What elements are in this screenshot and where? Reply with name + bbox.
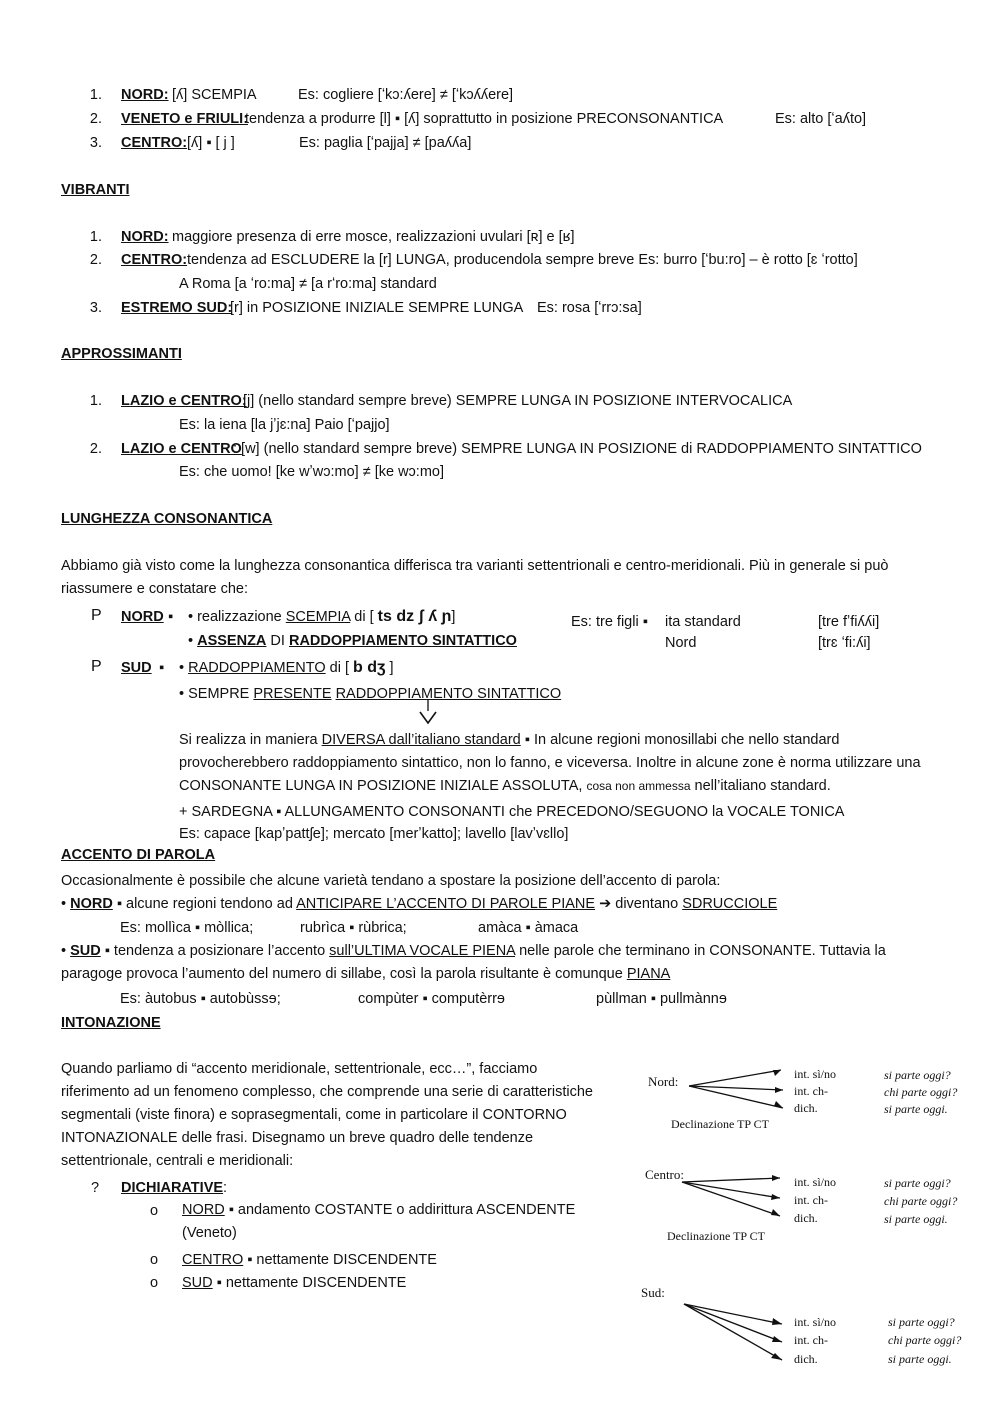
item-text: [j] (nello standard sempre breve) SEMPRE LUNGA IN POSIZIONE INTERVOCALICA bbox=[243, 393, 793, 409]
bullet-p: P bbox=[91, 607, 102, 624]
region-label: CENTRO: bbox=[121, 252, 188, 268]
sud-line-1: • RADDOPPIAMENTO di [ b dʒ ] bbox=[179, 659, 394, 676]
list-number: 2. bbox=[89, 252, 102, 268]
example-sentence: si parte oggi. bbox=[888, 1352, 952, 1366]
sardegna-example: Es: capace [kapʼpattʃe]; mercato [merʼkatto]; lavello [lavʼvɛllo] bbox=[179, 826, 569, 842]
sud-paragraph: Si realizza in maniera DIVERSA dall’italiano standard ▪ In alcune regioni monosillabi che nello standard provocherebbero raddoppiamento sintattico, non lo fanno, e viceversa. Inoltre in alcune zone è norma utilizzare una CONSONANTE LUNGA IN POSIZIONE INIZIALE ASSOLUTA, cosa non ammessa nell’italiano standard. bbox=[179, 732, 921, 794]
example-text: Es: rosa [ʻrrɔ:sa] bbox=[537, 300, 642, 316]
accento-nord-line: • NORD ▪ alcune regioni tendono ad ANTICIPARE L’ACCENTO DI PAROLE PIANE ➔ diventano SDRUCCIOLE bbox=[61, 896, 778, 912]
example-text: Es: che uomo! [ke wʼwɔ:mo] ≠ [ke wɔ:mo] bbox=[179, 464, 445, 480]
list-number: 3. bbox=[89, 300, 102, 316]
accento-sud-example-2: compùter ▪ computèrrɘ bbox=[358, 991, 505, 1007]
contour-label: dich. bbox=[794, 1101, 818, 1115]
section-heading-vibranti: VIBRANTI bbox=[61, 182, 130, 198]
example-text: Es: paglia [ʻpajja] ≠ [paʎʎa] bbox=[299, 135, 472, 151]
accento-sud-paragraph: • SUD ▪ tendenza a posizionare l’accento sull’ULTIMA VOCALE PIENA nelle parole che terminano in CONSONANTE. Tuttavia la paragoge provoca l’aumento del numero di sillabe, così la parola risultante è comunque PIANA bbox=[61, 943, 886, 982]
example-sentence: si parte oggi? bbox=[888, 1315, 955, 1329]
example-text: Es: alto [ʻaʎto] bbox=[775, 111, 867, 127]
contour-label: int. ch- bbox=[794, 1084, 828, 1098]
region-label-nord: NORD bbox=[121, 609, 164, 625]
contour-label: int. sì/no bbox=[794, 1175, 837, 1189]
accento-nord-example-1: Es: mollìca ▪ mòllica; bbox=[120, 920, 254, 936]
item-text: [r] in POSIZIONE INIZIALE SEMPRE LUNGA bbox=[230, 300, 524, 316]
example-sentence: si parte oggi? bbox=[884, 1176, 951, 1190]
example-sentence: si parte oggi. bbox=[884, 1212, 948, 1226]
example-sentence: si parte oggi. bbox=[884, 1102, 948, 1116]
region-label: VENETO e FRIULI: bbox=[121, 111, 249, 127]
panel-caption: Declinazione TP CT bbox=[671, 1117, 769, 1131]
list-number: 1. bbox=[89, 229, 102, 245]
panel-label: Nord: bbox=[648, 1074, 679, 1089]
arrow-symbol: ▪ bbox=[159, 660, 165, 676]
item-text: [ʎ] SCEMPIA bbox=[172, 87, 257, 103]
dich-sud: SUD ▪ nettamente DISCENDENTE bbox=[182, 1275, 407, 1291]
contour-label: int. ch- bbox=[794, 1333, 828, 1347]
example-sentence: chi parte oggi? bbox=[884, 1085, 958, 1099]
lunghezza-intro: Abbiamo già visto come la lunghezza consonantica differisca tra varianti settentrionali e centro-meridionali. Più in generale si può riassumere e constatare che: bbox=[61, 558, 889, 597]
item-text: : [w] (nello standard sempre breve) SEMPRE LUNGA IN POSIZIONE di RADDOPPIAMENTO SINTATTICO bbox=[233, 441, 922, 457]
item-text: [ʎ] ▪ [ j ] bbox=[187, 135, 235, 151]
list-number: 1. bbox=[89, 87, 102, 103]
list-number: 2. bbox=[89, 441, 102, 457]
dichiarative-heading: DICHIARATIVE: bbox=[121, 1180, 228, 1196]
contour-label: int. ch- bbox=[794, 1193, 828, 1207]
example-label: Es: tre figli ▪ bbox=[571, 614, 648, 630]
example-nord: Nord bbox=[665, 635, 697, 651]
list-number: 3. bbox=[89, 135, 102, 151]
panel-caption: Declinazione TP CT bbox=[667, 1229, 765, 1243]
contour-lines-sud bbox=[680, 1298, 795, 1366]
bullet-p: P bbox=[91, 658, 102, 675]
down-arrow-icon bbox=[418, 699, 438, 727]
sub-bullet: o bbox=[150, 1275, 159, 1291]
example-text: Es: cogliere [ʻkɔ:ʎere] ≠ [ʻkɔʎʎere] bbox=[298, 87, 514, 103]
contour-label: dich. bbox=[794, 1211, 818, 1225]
contour-lines-nord bbox=[685, 1066, 795, 1116]
region-label: ESTREMO SUD: bbox=[121, 300, 233, 316]
dich-nord: NORD ▪ andamento COSTANTE o addirittura ASCENDENTE (Veneto) bbox=[182, 1202, 576, 1241]
bullet-question: ? bbox=[91, 1180, 100, 1196]
contour-label: int. sì/no bbox=[794, 1067, 837, 1081]
example-sentence: si parte oggi? bbox=[884, 1068, 951, 1082]
sub-bullet: o bbox=[150, 1252, 159, 1268]
contour-lines-centro bbox=[680, 1172, 795, 1224]
region-label: LAZIO e CENTRO bbox=[121, 441, 242, 457]
section-heading-intonazione: INTONAZIONE bbox=[61, 1015, 161, 1031]
sud-line-2: • SEMPRE PRESENTE RADDOPPIAMENTO SINTATTICO bbox=[179, 686, 562, 702]
item-text-cont: A Roma [a ʻro:ma] ≠ [a rʻro:ma] standard bbox=[179, 276, 437, 292]
accento-sud-example-3: pùllman ▪ pullmànnɘ bbox=[596, 991, 727, 1007]
arrow-symbol: ▪ bbox=[168, 609, 174, 625]
item-text: maggiore presenza di erre mosce, realizzazioni uvulari [ʀ] e [ʁ] bbox=[172, 229, 575, 245]
region-label: NORD: bbox=[121, 87, 169, 103]
example-sentence: chi parte oggi? bbox=[888, 1333, 962, 1347]
item-text: tendenza ad ESCLUDERE la [r] LUNGA, producendola sempre breve Es: burro [ʻbu:ro] – è rotto [ɛ ʻrotto] bbox=[187, 252, 858, 268]
accento-nord-example-2: rubrìca ▪ rùbrica; bbox=[300, 920, 407, 936]
contour-label: dich. bbox=[794, 1352, 818, 1366]
section-heading-lunghezza: LUNGHEZZA CONSONANTICA bbox=[61, 511, 273, 527]
example-standard: ita standard bbox=[665, 614, 741, 630]
section-heading-accento: ACCENTO DI PAROLA bbox=[61, 847, 216, 863]
contour-label: int. sì/no bbox=[794, 1315, 837, 1329]
nord-line-1: • realizzazione SCEMPIA di [ ts dz ʃ ʎ ɲ] bbox=[188, 608, 456, 625]
accento-sud-example-1: Es: àutobus ▪ autobùssɘ; bbox=[120, 991, 281, 1007]
item-text: tendenza a produrre [l] ▪ [ʎ] soprattutto in posizione PRECONSONANTICA bbox=[245, 111, 724, 127]
panel-label: Centro: bbox=[645, 1167, 684, 1182]
intonazione-intro: Quando parliamo di “accento meridionale, settentrionale, ecc…”, facciamo riferimento ad un fenomeno complesso, che comprende una serie di caratteristiche segmentali (viste finora) e soprasegmentali, come in particolare il CONTORNO INTONAZIONALE delle frasi. Disegnamo un breve quadro delle tendenze settentrionale, centrali e meridionali: bbox=[61, 1061, 593, 1169]
accento-intro: Occasionalmente è possibile che alcune varietà tendano a spostare la posizione dell’accento di parola: bbox=[61, 873, 721, 889]
list-number: 2. bbox=[89, 111, 102, 127]
example-standard-ipa: [tre fʼfiʎʎi] bbox=[818, 614, 880, 630]
sub-bullet: o bbox=[150, 1203, 159, 1219]
region-label: CENTRO: bbox=[121, 135, 188, 151]
region-label-sud: SUD bbox=[121, 660, 152, 676]
region-label: NORD: bbox=[121, 229, 169, 245]
panel-label: Sud: bbox=[641, 1285, 665, 1300]
dich-centro: CENTRO ▪ nettamente DISCENDENTE bbox=[182, 1252, 437, 1268]
list-number: 1. bbox=[89, 393, 102, 409]
example-nord-ipa: [trɛ ʻfi:ʎi] bbox=[818, 635, 871, 651]
accento-nord-example-3: amàca ▪ àmaca bbox=[478, 920, 579, 936]
nord-line-2: • ASSENZA DI RADDOPPIAMENTO SINTATTICO bbox=[188, 633, 517, 649]
section-heading-approssimanti: APPROSSIMANTI bbox=[61, 346, 182, 362]
region-label: LAZIO e CENTRO: bbox=[121, 393, 247, 409]
example-text: Es: la iena [la jʼjɛ:na] Paio [ʻpajjo] bbox=[179, 417, 390, 433]
example-sentence: chi parte oggi? bbox=[884, 1194, 958, 1208]
sardegna-line: + SARDEGNA ▪ ALLUNGAMENTO CONSONANTI che PRECEDONO/SEGUONO la VOCALE TONICA bbox=[179, 804, 845, 820]
